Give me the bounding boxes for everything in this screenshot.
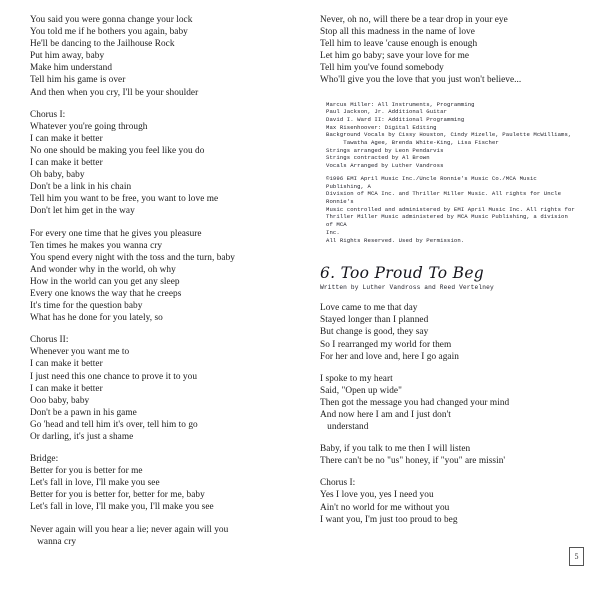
credit-line: David I. Ward II: Additional Programming <box>326 115 465 123</box>
chorus-label: Chorus II: <box>30 335 69 346</box>
lyric-line: Tell him to leave 'cause enough is enough <box>320 39 478 50</box>
credit-line: Vocals Arranged by Luther Vandross <box>326 162 444 170</box>
lyric-line: Every one knows the way that he creeps <box>30 288 182 299</box>
lyric-line: Tell him you want to be free, you want to love me <box>30 194 219 205</box>
lyric-line: Never, oh no, will there be a tear drop in your eye <box>320 15 508 25</box>
copyright-line: All Rights Reserved. Used by Permission. <box>326 236 465 244</box>
stanza-outro <box>30 524 298 548</box>
lyric-line: Said, "Open up wide" <box>320 385 402 396</box>
lyric-line: So I rearranged my world for them <box>320 339 452 350</box>
lyric-line: Whenever you want me to <box>30 347 130 358</box>
credit-line: Paul Jackson, Jr. Additional Guitar <box>326 108 447 116</box>
lyric-line: understand <box>320 422 369 433</box>
lyric-line: wanna cry <box>30 536 77 547</box>
lyric-line: I can make it better <box>30 359 103 370</box>
lyric-line: Then got the message you had changed your mind <box>320 397 510 408</box>
lyric-line: Love came to me that day <box>320 303 418 314</box>
copyright-line: ©1996 EMI April Music Inc./Uncle Ronnie's Music Co./MCA Music Publishing, A <box>326 174 541 190</box>
lyric-line: Ten times he makes you wanna cry <box>30 240 163 251</box>
lyric-line: Better for you is better for, better for me, baby <box>30 490 205 501</box>
lyric-line: And then when you cry, I'll be your shoulder <box>30 87 199 98</box>
lyric-line: It's time for the question baby <box>30 301 143 312</box>
credit-line: Strings contracted by Al Brown <box>326 154 430 162</box>
lyric-line: What has he done for you lately, so <box>30 313 163 324</box>
lyric-line: I want you, I'm just too proud to beg <box>320 514 458 525</box>
lyric-line: Baby, if you talk to me then I will listen <box>320 444 471 455</box>
chorus-label: Chorus I: <box>30 109 66 120</box>
lyric-line: Better for you is better for me <box>30 466 143 477</box>
credit-line: Background Vocals by Cissy Houston, Cindy Mizelle, Paulette McWilliams, <box>326 131 572 139</box>
lyric-line: He'll be dancing to the Jailhouse Rock <box>30 39 175 50</box>
lyric-line: Make him understand <box>30 63 113 74</box>
lyric-line: But change is good, they say <box>320 327 429 338</box>
lyric-line: I can make it better <box>30 383 103 394</box>
lyric-line: Don't be a link in his chain <box>30 182 132 193</box>
lyric-line: Ain't no world for me without you <box>320 502 450 513</box>
chorus-label: Chorus I: <box>320 478 356 489</box>
lyric-line: Put him away, baby <box>30 51 105 62</box>
stanza-verse-2 <box>30 228 298 325</box>
lyric-line: Ooo baby, baby <box>30 395 90 406</box>
lyric-line: You told me if he bothers you again, baby <box>30 27 188 38</box>
copyright-line: Thriller Miller Music administered by MCA Music Publishing, a division of MCA <box>326 213 572 229</box>
stanza-verse-3 <box>320 443 588 467</box>
credit-line: Marcus Miller: All Instruments, Programming <box>326 100 475 108</box>
credit-line: Max Risenhoover: Digital Editing <box>326 123 437 131</box>
stanza-bridge <box>30 453 298 513</box>
lyric-line: You spend every night with the toss and the turn, baby <box>30 252 235 263</box>
lyric-line: Let's fall in love, I'll make you, I'll make you see <box>30 502 214 513</box>
lyric-line: Let's fall in love, I'll make you see <box>30 478 160 489</box>
song-heading <box>320 264 588 282</box>
lyric-line: Tell him you've found somebody <box>320 63 444 74</box>
stanza-verse-continued <box>320 14 588 87</box>
lyric-line: I can make it better <box>30 133 103 144</box>
lyric-line: How in the world can you get any sleep <box>30 276 180 287</box>
lyric-line: Let him go baby; save your love for me <box>320 51 470 62</box>
lyric-line: No one should be making you feel like you do <box>30 145 205 156</box>
lyric-line: Go 'head and tell him it's over, tell him to go <box>30 419 198 430</box>
lyric-line: And wonder why in the world, oh why <box>30 264 176 275</box>
song-title: 6. Too Proud To Beg <box>320 264 485 283</box>
two-column-layout <box>30 14 582 590</box>
lyric-line: Yes I love you, yes I need you <box>320 490 434 501</box>
lyric-line: Or darling, it's just a shame <box>30 432 134 442</box>
stanza-verse-1 <box>320 302 588 362</box>
copyright-line: Division of MCA Inc. and Thriller Miller Music. All rights for Uncle Ronnie's <box>326 190 565 205</box>
copyright-line: Inc. <box>326 228 340 236</box>
stanza-verse-1 <box>30 14 298 99</box>
lyric-line: I spoke to my heart <box>320 373 393 384</box>
stanza-chorus-1 <box>320 477 588 525</box>
stanza-verse-2 <box>320 373 588 433</box>
lyric-line: There can't be no "us" honey, if "you" are missin' <box>320 456 506 467</box>
lyric-line: Never again will you hear a lie; never again will you <box>30 524 229 535</box>
lyric-line: For every one time that he gives you pleasure <box>30 228 202 239</box>
lyric-line: Stop all this madness in the name of love <box>320 27 475 38</box>
right-column <box>320 14 588 590</box>
lyric-line: Oh baby, baby <box>30 170 85 181</box>
lyric-line: For her and love and, here I go again <box>320 351 459 362</box>
lyric-line: Tell him his game is over <box>30 75 126 86</box>
lyric-line: Who'll give you the love that you just won't believe... <box>320 75 522 86</box>
copyright-line: Music controlled and administered by EMI April Music Inc. All rights for <box>326 205 575 213</box>
lyric-line: Whatever you're going through <box>30 121 148 132</box>
credits-block <box>326 101 578 245</box>
song-writer-credit: Written by Luther Vandross and Reed Vertelney <box>320 284 494 292</box>
stanza-chorus-2 <box>30 334 298 443</box>
credit-line: Tawatha Agee, Brenda White-King, Lisa Fischer <box>326 139 499 147</box>
stanza-chorus-1 <box>30 109 298 218</box>
page-number: 5 <box>569 547 584 566</box>
bridge-label: Bridge: <box>30 454 59 465</box>
lyric-line: Don't be a pawn in his game <box>30 407 137 418</box>
lyric-line: You said you were gonna change your lock <box>30 15 193 25</box>
left-column <box>30 14 298 590</box>
lyric-line: I just need this one chance to prove it to you <box>30 371 198 382</box>
lyric-line: Stayed longer than I planned <box>320 315 429 326</box>
credit-line: Strings arranged by Leon Pendarvis <box>326 146 444 154</box>
lyric-line: And now here I am and I just don't <box>320 409 451 420</box>
lyric-line: I can make it better <box>30 158 103 169</box>
lyric-line: Don't let him get in the way <box>30 206 135 217</box>
